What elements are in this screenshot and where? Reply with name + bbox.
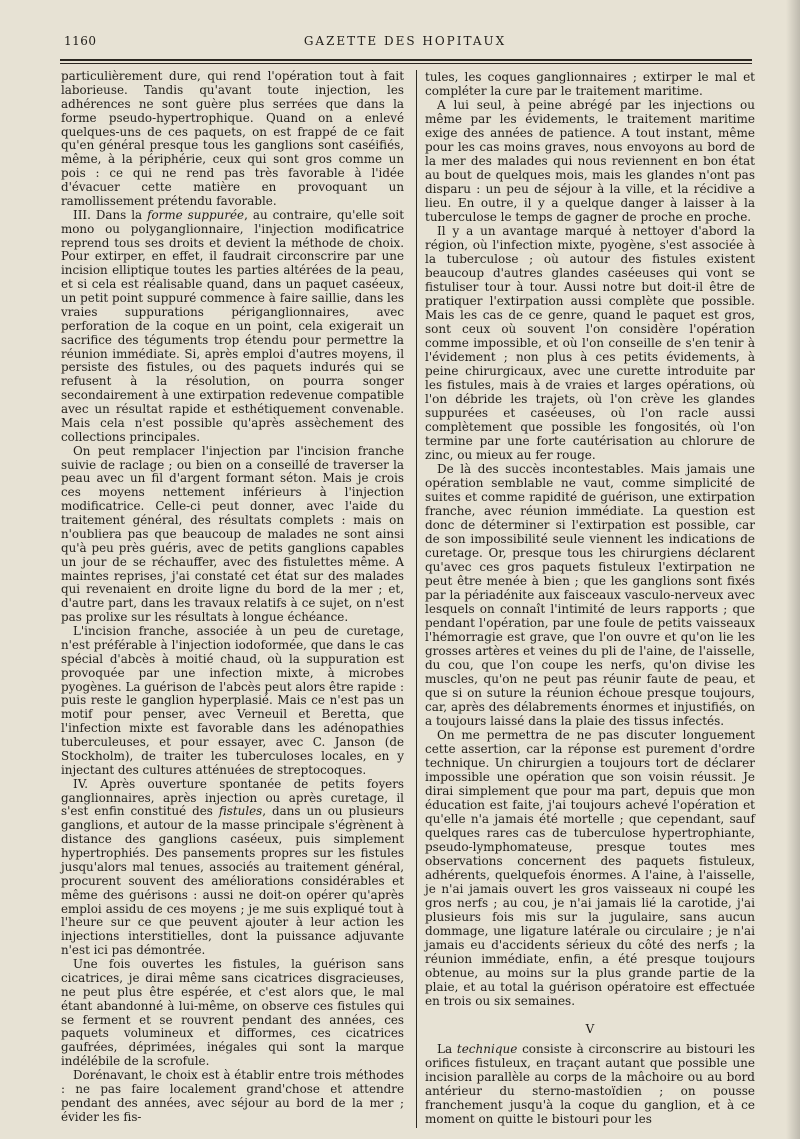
page-header <box>60 34 750 52</box>
paragraph: A lui seul, à peine abrégé par les injections ou même par les évidements, le traitement maritime exige des années de patience. A tout instant, même pour les cas moins graves, nous envoyons au bord de la mer des malades qui nous reviennent en bon état au bout de quelques mois, mais les glandes n'ont pas disparu : un peu de séjour à la ville, et la récidive a lieu. En outre, il y a quelque danger à laisser à la tuberculose le temps de gagner de proche en proche. <box>425 98 755 224</box>
paragraph-section-iii: III. Dans la forme suppurée, au contraire, qu'elle soit mono ou polyganglionnaire, l'injection modificatrice reprend tous ses droits et devient la méthode de choix. Pour extirper, en effet, il faudrait circonscrire par une incision elliptique toutes les parties altérées de la peau, et si cela est réalisable quand, dans un paquet caséeux, un petit point suppuré commence à faire saillie, dans les vraies suppurations périganglionnaires, avec perforation de la coque en un point, cela exigerait un sacrifice des téguments trop étendu pour permettre la réunion immédiate. Si, après emploi d'autres moyens, il persiste des fistules, ou des paquets indurés qui se refusent à la résolution, on pourra songer secondairement à une extirpation redevenue compatible avec un résultat rapide et esthétiquement convenable. Mais cela n'est possible qu'après assèchement des collections principales. <box>61 207 404 444</box>
column-divider <box>416 70 417 1128</box>
paragraph: On me permettra de ne pas discuter longuement cette assertion, car la réponse est purement d'ordre technique. Un chirurgien a toujours tort de déclarer impossible une opération que son voisin réussit. Je dirai simplement que pour ma part, depuis que mon éducation est faite, j'ai toujours achevé l'opération et qu'elle n'a jamais été mortelle ; que cependant, sauf quelques rares cas de tuberculose hypertrophiante, pseudo-lymphomateuse, presque toutes mes observations concernent des paquets fistuleux, adhérents, quelquefois énormes. A l'aine, à l'aisselle, je n'ai jamais ouvert les gros vaisseaux ni coupé les gros nerfs ; au cou, je n'ai jamais lié la carotide, j'ai plusieurs fois mis sur la jugulaire, sans aucun dommage, une ligature latérale ou circulaire ; je n'ai jamais eu d'accidents sérieux du côté des nerfs ; la réunion immédiate, enfin, a été presque toujours obtenue, au moins sur la plus grande partie de la plaie, et au total la guérison opératoire est effectuée en trois ou six semaines. <box>425 728 755 1008</box>
paragraph: particulièrement dure, qui rend l'opération tout à fait laborieuse. Tandis qu'avant toute injection, les adhérences ne sont guère plus serrées que dans la forme pseudo-hypertrophique. Quand on a enlevé quelques-uns de ces paquets, on est frappé de ce fait qu'en général presque tous les ganglions sont caséifiés, même, à la périphérie, ceux qui sont gros comme un pois : ce qui ne rend pas très favorable à l'idée d'évacuer cette matière en provoquant un ramollissement prétendu favorable. <box>61 69 404 208</box>
paragraph-section-iv: IV. Après ouverture spontanée de petits foyers ganglionnaires, après injection ou après curetage, il s'est enfin constitué des fistules, dans un ou plusieurs ganglions, et autour de la masse principale s'égrènent à distance des ganglions caséeux, puis simplement hypertrophiés. Des pansements propres sur les fistules jusqu'alors mal tenues, associés au traitement général, procurent souvent des améliorations considérables et même des guérisons : aussi ne doit-on opérer qu'après emploi assidu de ces moyens ; je me suis expliqué tout à l'heure sur ce que peuvent ajouter à leur action les injections interstitielles, dont la puissance adjuvante n'est ici pas démontrée. <box>61 776 405 958</box>
paragraph: La technique consiste à circonscrire au bistouri les orifices fistuleux, en traçant autant que possible une incision parallèle au corps de la mâchoire ou au bord antérieur du sterno-mastoïdien ; on pousse franchement jusqu'à la coque du ganglion, et à ce moment on quitte le bistouri pour les <box>425 1042 756 1126</box>
section-heading: V <box>585 1022 595 1036</box>
paragraph: Dorénavant, le choix est à établir entre trois méthodes : ne pas faire localement grand'chose et attendre pendant des années, avec séjour au bord de la mer ; évider les fis- <box>61 1068 404 1124</box>
paragraph: L'incision franche, associée à un peu de curetage, n'est préférable à l'injection iodoformée, que dans le cas spécial d'abcès à moitié chaud, où la suppuration est provoquée par une infection mixte, à microbes pyogènes. La guérison de l'abcès peut alors être rapide : puis reste le ganglion hyperplasié. Mais ce n'est pas un motif pour penser, avec Verneuil et Beretta, que l'infection mixte est favorable dans les adénopathies tuberculeuses, et pour essayer, avec C. Janson (de Stockholm), de traiter les tuberculoses locales, en y injectant des cultures atténuées de streptocoques. <box>61 624 404 777</box>
left-column <box>61 70 404 1125</box>
paragraph: Une fois ouvertes les fistules, la guérison sans cicatrices, je dirai même sans cicatrices disgracieuses, ne peut plus être espérée, et c'est alors que, le mal étant abandonné à lui-même, on observe ces fistules qui se ferment et se rouvrent pendant des années, ces paquets volumineux et difformes, ces cicatrices gaufrées, déprimées, inégales qui sont la marque indélébile de la scrofule. <box>61 957 404 1069</box>
paragraph: On peut remplacer l'injection par l'incision franche suivie de raclage ; ou bien on a conseillé de traverser la peau avec un fil d'argent formant séton. Mais je crois ces moyens nettement inférieurs à l'injection modificatrice. Celle-ci peut donner, avec l'aide du traitement général, des résultats complets : mais on n'oubliera pas que beaucoup de malades ne sont ainsi qu'à peu près guéris, avec de petits ganglions capables un jour de se réchauffer, avec des fistulettes même. A maintes reprises, j'ai constaté cet état sur des malades qui revenaient en droite ligne du bord de la mer ; et, d'autre part, dans les travaux relatifs à ce sujet, on n'est pas prolixe sur les résultats à longue échéance. <box>61 443 404 625</box>
paragraph: Il y a un avantage marqué à nettoyer d'abord la région, où l'infection mixte, pyogène, s'est associée à la tuberculose ; où autour des fistules existent beaucoup d'autres glandes caséeuses qui vont se fistuliser tour à tour. Aussi notre but doit-il être de pratiquer l'extirpation aussi complète que possible. Mais les cas de ce genre, quand le paquet est gros, sont ceux où souvent l'on considère l'opération comme impossible, et où l'on conseille de s'en tenir à l'évidement ; non plus à ces petits évidements, à peine chirurgicaux, avec une curette introduite par les fistules, mais à de vraies et larges opérations, où l'on débride les trajets, où l'on crève les glandes suppurées et caséeuses, où l'on racle aussi complètement que possible les fongosités, où l'on termine par une forte cautérisation au chlorure de zinc, ou mieux au fer rouge. <box>425 224 755 462</box>
journal-title: GAZETTE DES HOPITAUX <box>303 34 507 48</box>
paragraph: De là des succès incontestables. Mais jamais une opération semblable ne vaut, comme simplicité de suites et comme rapidité de guérison, une extirpation franche, avec réunion immédiate. La question est donc de déterminer si l'extirpation est possible, car de son impossibilité seule viennent les indications de curetage. Or, presque tous les chirurgiens déclarent qu'avec ces gros paquets fistuleux l'extirpation ne peut être menée à bien ; que les ganglions sont fixés par la périadénite aux faisceaux vasculo-nerveux avec lesquels on connaît l'intimité de leurs rapports ; que pendant l'opération, par une foule de petits vaisseaux l'hémorragie est grave, que l'on ouvre et qu'on lie les grosses artères et veines du pli de l'aine, de l'aisselle, du cou, que l'on coupe les nerfs, qu'on divise les muscles, qu'on ne peut pas réunir faute de peau, et que si on suture la réunion échoue presque toujours, car, après des délabrements énormes et injustifiés, on a toujours laissé dans la plaie des tissus infectés. <box>425 462 755 728</box>
header-rule <box>60 59 752 61</box>
right-column <box>425 70 755 1126</box>
page-number: 1160 <box>64 34 97 48</box>
paragraph: tules, les coques ganglionnaires ; extirper le mal et compléter la cure par le traitement maritime. <box>425 70 755 98</box>
header-rule-thin <box>60 63 752 64</box>
